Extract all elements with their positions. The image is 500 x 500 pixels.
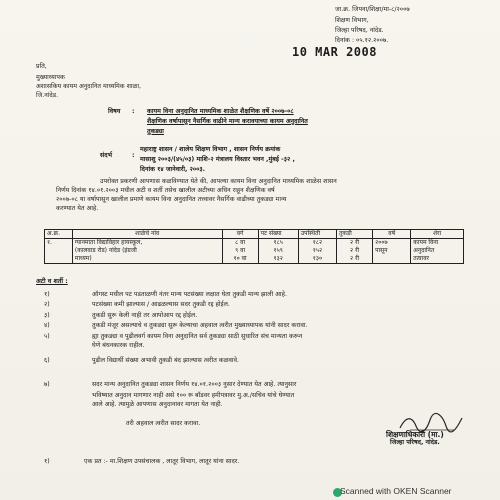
cell-divisions-2: २ री: [350, 247, 360, 254]
issuing-office: शिक्षण विभाग,: [335, 17, 369, 24]
col-header-divisions: तुकडी: [337, 230, 373, 239]
cell-divisions-1: २ री: [350, 239, 360, 246]
cell-year: [373, 239, 411, 264]
cell-remarks-2: अनुदानित: [413, 247, 435, 254]
subject-line-2: शैक्षणिक वर्षापासून नैसर्गिक वाढीने मान्य करावयाच्या कायम अनुदानित: [147, 118, 308, 125]
condition-7-number: ७): [44, 381, 50, 388]
conditions-heading: अटी व शर्ती :: [36, 278, 68, 285]
condition-3-text: तुकडी सुरू केली नाही तर आपोआप रद्द होईल.: [92, 312, 198, 319]
reference-line-3: दिनांक १४ जानेवारी, २००३.: [140, 166, 206, 173]
col-header-remarks: शेरा: [411, 230, 464, 239]
col-header-class: वर्ग: [222, 230, 258, 239]
cell-divisions: [337, 239, 373, 264]
condition-6-number: ६): [44, 357, 50, 364]
cell-class-1: ८ वा: [235, 239, 246, 246]
condition-3-number: ३): [44, 312, 50, 319]
cell-sanctioned-1: १८५: [273, 239, 283, 246]
recipient-school: अशासकिय कायम अनुदानित माध्यमिक शाळा,: [36, 83, 141, 90]
cell-divisions-3: २ री: [350, 255, 360, 262]
cell-school-name-line-2: (कालवाड रोड) नांदेड (इंग्रजी: [74, 247, 137, 254]
col-header-attendance: उपस्थिती: [298, 230, 336, 239]
cell-sanctioned-2: १५९: [273, 247, 283, 254]
body-line-1: उपरोक्त प्रकरणी आपणास कळविण्यात येते की, आपल्या कायम विना अनुदानित माध्यमिक शाळेस शासन: [100, 178, 337, 185]
subject-label: विषय: [108, 108, 121, 115]
condition-7-text: सदर मान्य अनुदानित तुकड्या शासन निर्णय १४.०१.२००३ नुसार देण्यात येत आहे. त्यानुसार: [92, 381, 297, 388]
condition-1-number: १): [44, 291, 50, 298]
reference-line-2: मासाशु २००३/(४५/०३) माशि-२ मंत्रालय विस्तार भवन ,मुंबई -३२ ,: [140, 156, 295, 163]
col-header-sanctioned-strength: पट संख्या: [258, 230, 298, 239]
cell-attendance-3: १३०: [312, 255, 323, 262]
condition-4-number: ४): [44, 322, 50, 329]
cell-school-name-line-1: ग्यानमाता विद्याविहार हायस्कूल,: [74, 239, 143, 246]
subject-line-3: तुकड्या: [147, 128, 164, 135]
col-header-year: वर्षे: [373, 230, 411, 239]
condition-6-text-line-1: पुढील विद्यार्थी संख्या अभावी तुकडी बंद झाल्यास त्वरीत कळवावे.: [92, 357, 240, 364]
col-header-school-name: शाळेचे नांव: [72, 230, 222, 239]
condition-5-text-line-1: ह्या तुकड्या व पुढीलवर्ग कायम विना अनुदानित सर्व तुकड्या साठी सुधारित संच मान्यता करून: [92, 333, 303, 340]
cell-sanctioned: [258, 239, 298, 264]
issuing-authority: जिल्हा परिषद, नांदेड.: [335, 27, 384, 34]
body-line-3: २००७-०८ या वर्षापासून खालील प्रमाणे कायम विना अनुदानित तत्त्वावर नैसर्गिक वाढीच्या तुकड्या मान्य: [56, 196, 287, 203]
cell-serial: १.: [45, 239, 73, 264]
cell-school-name: [72, 239, 222, 264]
condition-4-text: तुकडी मंजूर असल्याचे व तुकड्या सुरू केल्याचा अहवाल त्वरीत मुख्याध्यापक यांनी सादर करावा.: [92, 322, 308, 329]
subject-line-1: कायम विना अनुदानित माध्यमिक शाळेत शैक्षणिक वर्षे २००७-०८: [147, 108, 294, 115]
cell-remarks-3: तत्वावर: [413, 255, 429, 262]
condition-1-text: ऑगस्ट मधील पट पडताळणी नंतर मान्य पटसंख्या लक्षात घेता तुकडी मान्य झाली आहे.: [92, 291, 287, 298]
cell-remarks-1: कायम विना: [413, 239, 439, 246]
table-header-row: [45, 230, 464, 239]
reference-line-1: महाराष्ट्र शासन / शालेय शिक्षण विभाग , शासन निर्णय क्रमांक: [140, 146, 281, 153]
body-line-2: निर्णय दिनांक १४.०१.२००३ मधील अटी व शर्ती तसेच खालील अटीच्या अधिन राहून शैक्षणिक वर्ष: [56, 187, 275, 194]
table-row: [45, 239, 464, 264]
cell-sanctioned-3: १३२: [273, 255, 283, 262]
cell-year-1: २००७: [375, 239, 388, 246]
cell-year-2: पासून: [375, 247, 388, 254]
reference-label: संदर्भ: [100, 152, 113, 159]
recipient-district: जि.नांदेड.: [36, 92, 59, 99]
cell-class-2: ९ वा: [235, 247, 246, 254]
condition-8-text-line-1: भविष्यात अनुदान मागणार नाही असे १०० रू बॉडवर हमीपत्रावर मु.अ./सचिव यांचे घेण्यात: [92, 392, 295, 399]
condition-2-number: २): [44, 301, 50, 308]
cell-attendance: [298, 239, 336, 264]
scanner-watermark: Scanned with OKEN Scanner: [340, 486, 452, 496]
signatory-title: शिक्षणाधिकारी (मा.): [386, 430, 444, 439]
condition-5-number: ५): [44, 333, 50, 340]
condition-8-text-line-2: आले आहे. त्यामुळे आपणास अनुदानावर मागता येत नाही.: [92, 401, 223, 408]
body-line-4: करण्यात येत आहे.: [56, 205, 99, 212]
closing-line: तरी अहवाल त्वरीत सादर करावा.: [126, 420, 201, 427]
condition-2-text: पटसंख्या कमी झाल्यास / आढळल्यास सदर तुकडी रद्द होईल.: [92, 301, 230, 308]
copy-to-text: एक प्रत :- मा.शिक्षण उपसंचालक , लातूर विभाग, लातूर यांना सादर.: [84, 458, 240, 465]
col-header-serial: अ.क्र.: [45, 230, 73, 239]
cell-classes: [222, 239, 258, 264]
letter-date: दिनांक : ०५.१२.२००७.: [335, 37, 389, 44]
cell-attendance-2: १५२: [312, 247, 323, 254]
subject-colon: :: [132, 108, 135, 115]
received-date-stamp: 10 MAR 2008: [292, 45, 377, 59]
school-division-table: [44, 229, 464, 264]
cell-school-name-line-3: माध्यम): [74, 255, 92, 262]
recipient-title: मुख्याध्यापक: [36, 74, 65, 81]
cell-remarks: [411, 239, 464, 264]
cell-attendance-1: १८२: [312, 239, 323, 246]
condition-5-text-line-2: घेणे बंधनकारक राहील.: [92, 342, 145, 349]
cell-class-3: १० वा: [233, 255, 247, 262]
recipient-prefix: प्रति,: [36, 63, 47, 70]
reference-number: जा.क्र. जिपना/शिक्षा/मा-८/२००७: [335, 6, 410, 13]
signatory-block: [386, 431, 444, 447]
signatory-office: जिल्हा परिषद, नांदेड.: [390, 439, 440, 446]
reference-colon: :: [132, 152, 135, 159]
copy-to-number: १): [44, 458, 50, 465]
